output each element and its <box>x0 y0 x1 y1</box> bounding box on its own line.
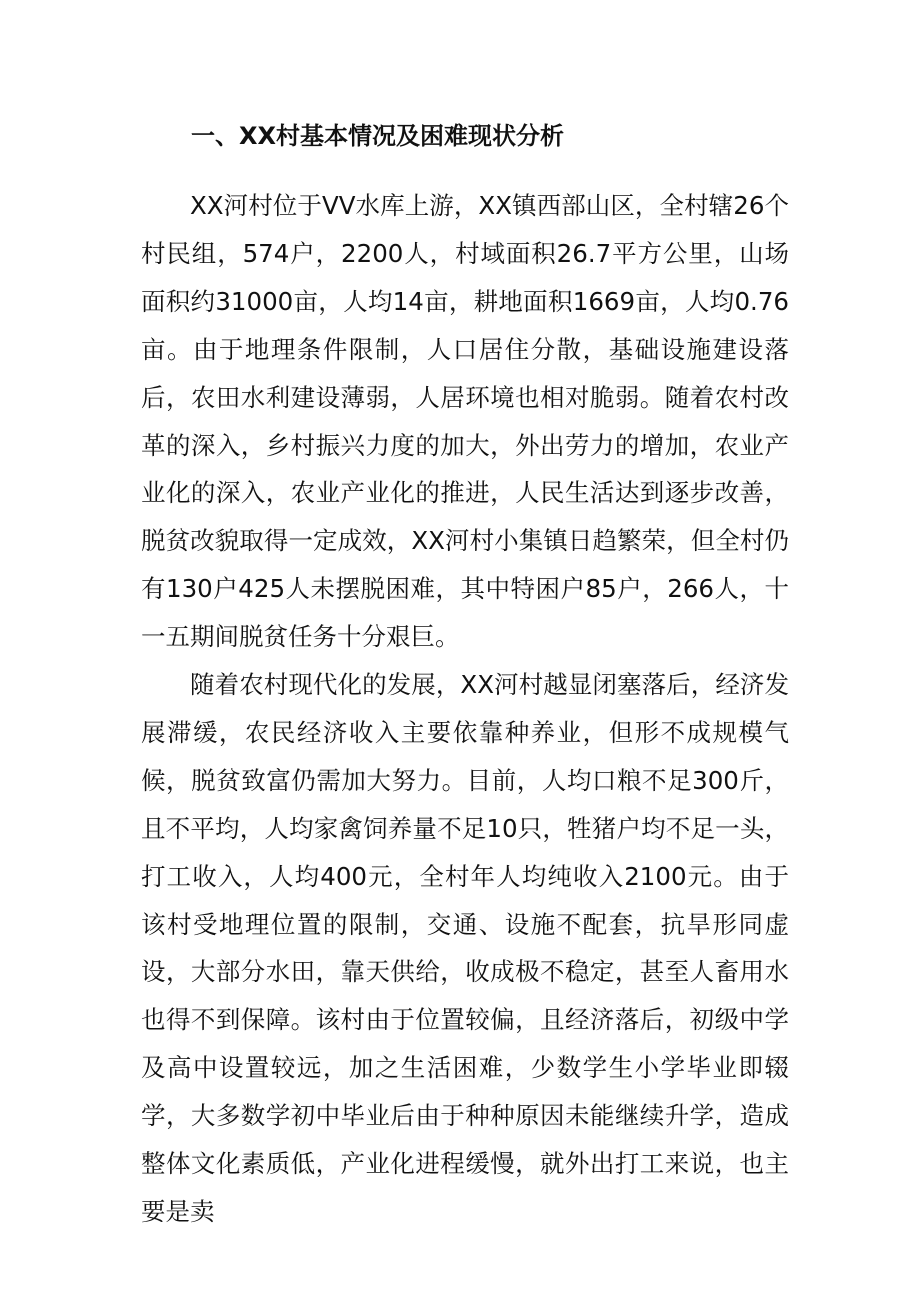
paragraph-village-overview: XX河村位于VV水库上游，XX镇西部山区，全村辖26个村民组，574户，2200人，村域面积26.7平方公里，山场面积约31000亩，人均14亩，耕地面积1669亩，人均0.76亩。由于地理条件限制，人口居住分散，基础设施建设落后，农田水利建设薄弱，人居环境也相对脆弱。随着农村改革的深入，乡村振兴力度的加大，外出劳力的增加，农业产业化的深入，农业产业化的推进，人民生活达到逐步改善，脱贫改貌取得一定成效，XX河村小集镇日趋繁荣，但全村仍有130户425人未摆脱困难，其中特困户85户，266人，十一五期间脱贫任务十分艰巨。 <box>141 191 789 652</box>
section-heading: 一、XX村基本情况及困难现状分析 <box>191 122 565 150</box>
paragraph-development-difficulties: 随着农村现代化的发展，XX河村越显闭塞落后，经济发展滞缓，农民经济收入主要依靠种养业，但形不成规模气候，脱贫致富仍需加大努力。目前，人均口粮不足300斤，且不平均，人均家禽饲养量不足10只，牲猪户均不足一头，打工收入，人均400元，全村年人均纯收入2100元。由于该村受地理位置的限制，交通、设施不配套，抗旱形同虚设，大部分水田，靠天供给，收成极不稳定，甚至人畜用水也得不到保障。该村由于位置较偏，且经济落后，初级中学及高中设置较远，加之生活困难，少数学生小学毕业即辍学，大多数学初中毕业后由于种种原因未能继续升学，造成整体文化素质低，产业化进程缓慢，就外出打工来说，也主要是卖 <box>141 670 789 1226</box>
